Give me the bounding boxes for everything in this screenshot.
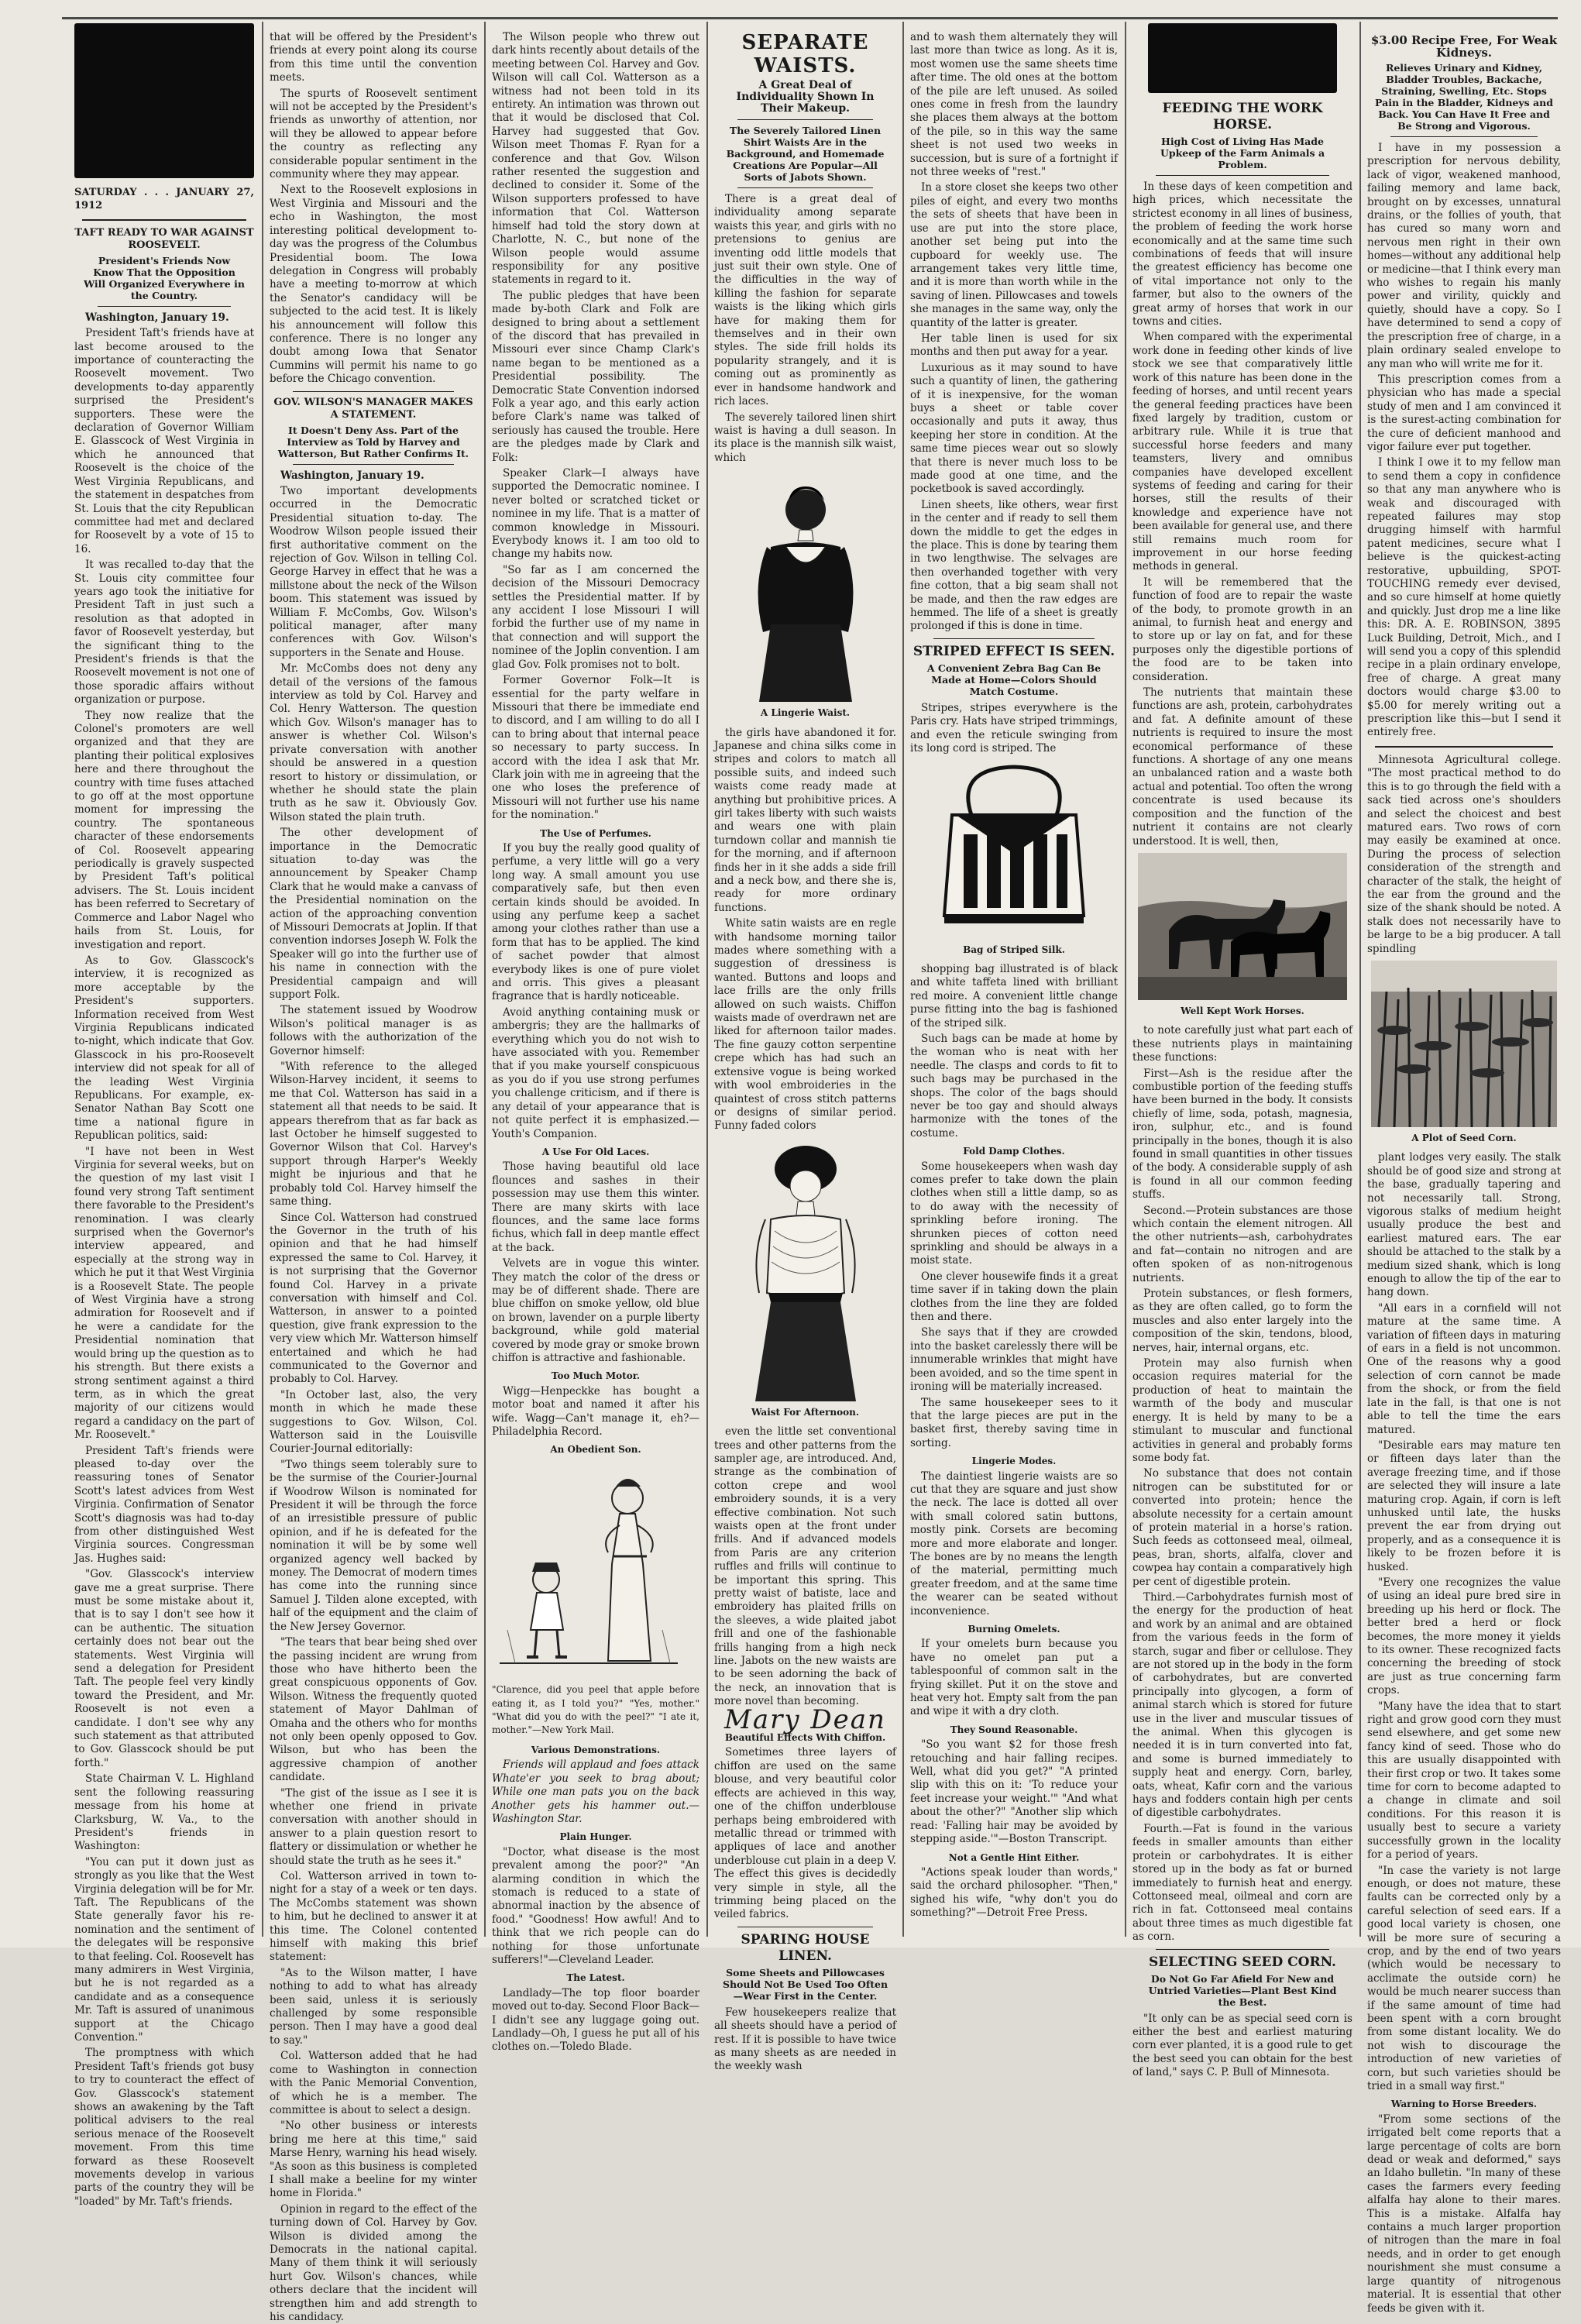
paragraph: Since Col. Watterson had construed the Governor in the truth of his opinion and that he had himself expressed the same to Col. Harvey, it is not surprising that the Governor found Col. Harvey in a private conversation with himself and Col. Watterson, in answer to a pointed question, give frank expression to the very view which Mr. Watterson himself entertained and which he had communicated to the Governor and probably to Col. Harvey.: [270, 1211, 477, 1386]
subheading: Warning to Horse Breeders.: [1390, 2099, 1538, 2110]
headline: FEEDING THE WORK HORSE.: [1162, 101, 1323, 132]
cartoon-caption: "Clarence, did you peel that apple before eating it, as I told you?" "Yes, mother." "What did you do with the peel?" "I ate it, mother."—New York Mail.: [492, 1684, 699, 1736]
figure-caption: Bag of Striped Silk.: [963, 944, 1065, 955]
divider: [98, 306, 231, 307]
paragraph: "The gist of the issue as I see it is whether one friend in private conversation with another should in answer to a plain question resort to flattery or dissimulation or whether he should state the truth as he sees it.": [270, 1786, 477, 1867]
paragraph: She says that if they are crowded into the basket carelessly there will be innumerable wrinkles that might have been avoided, and so the time spent in ironing will be materially increased.: [910, 1326, 1118, 1394]
ad-subheadline: Relieves Urinary and Kidney, Bladder Troubles, Backache, Straining, Swelling, Etc. Stops Pain in the Bladder, Kidneys and Back. You Can Have It Free and Be Strong and Vigorous.: [1375, 62, 1553, 132]
paragraph: "So you want $2 for those fresh retouching and hair falling recipes. Well, what did you get?" "A printed slip with this on it: 'To reduce your feet increase your weight.'" "And what about the other?" "Another slip which read: 'Falling hair may be avoided by stepping aside.'"—Boston Transcript.: [910, 1738, 1118, 1846]
subheading: The Use of Perfumes.: [540, 827, 651, 839]
striped-bag-illustration: [925, 761, 1103, 939]
paragraph: In a store closet she keeps two other piles of eight, and every two months the sets of sheets that have been in use are put into the store place, another set being put into the cupboard for weekly use. The arrangement takes very little time, and it is more than worth while in the saving of linen. Pillowcases and towels she manages in the same way, only the quantity of the latter is greater.: [910, 181, 1118, 329]
paragraph: Luxurious as it may sound to have such a quantity of linen, the gathering of it is inexpensive, for the woman buys a sheet or table cover occasionally and puts it away, thus keeping her store in condition. At the same time pieces wear out so slowly that there is never much loss to be made good at one time, and the pocketbook is saved accordingly.: [910, 361, 1118, 496]
column-4: [714, 31, 896, 2073]
headline: GOV. WILSON'S MANAGER MAKES A STATEMENT.: [273, 396, 473, 421]
subheading: Beautiful Effects With Chiffon.: [724, 1732, 886, 1744]
divider: [1156, 1949, 1329, 1950]
paragraph: There is a great deal of individuality among separate waists this year, and girls with no pretensions to genius are inventing odd little models that just suit their own style. One of the difficulties in the way of killing the fashion for separate waists is the liking which girls have for making them for themselves and in their own styles. The side frill holds its popularity strangely, and it is coming out as prominently as ever in handsome handwork and rich laces.: [714, 193, 896, 408]
paragraph: Third.—Carbohydrates furnish most of the energy for the production of heat and work by an animal and are obtained from the various feeds in the form of starch, sugar and fiber or cellulose. They are not stored up in the body in the form of carbohydrates, but are converted principally into glycogen, a form of animal starch which is stored for future use in the liver and muscular tissues of the animal. When this glycogen is needed it is in turn converted into fat, and some is burned immediately to supply heat and energy. Corn, barley, oats, wheat, Kafir corn and the various hays and fodders contain high per cents of digestible carbohydrates.: [1132, 1590, 1352, 1820]
subheadline: A Convenient Zebra Bag Can Be Made at Home—Colors Should Match Costume.: [926, 662, 1102, 697]
subheading: Too Much Motor.: [551, 1370, 641, 1382]
header-ink-blot: [1148, 23, 1337, 93]
divider: [737, 187, 873, 188]
subheadline: It Doesn't Deny Ass. Part of the Interview as Told by Harvey and Watterson, But Rather Confirms It.: [277, 424, 469, 459]
headline: SPARING HOUSE LINEN.: [741, 1931, 870, 1964]
headline: TAFT READY TO WAR AGAINST ROOSEVELT.: [74, 226, 254, 251]
paragraph: "Two things seem tolerably sure to be the surmise of the Courier-Journal if Woodrow Wilson is nominated for President it will be through the force of an irresistible pressure of public opinion, and if he is defeated for the nomination it will be by some well organized agency well backed by money. The Democrat of modern times has come into the running since Samuel J. Tilden alone excepted, with half of the equipment and the claim of the New Jersey Governor.: [270, 1458, 477, 1633]
headline: SELECTING SEED CORN.: [1149, 1954, 1336, 1970]
subheading: Lingerie Modes.: [971, 1456, 1057, 1467]
paragraph: If you buy the really good quality of perfume, a very little will go a very long way. A small amount you use comparatively safe, but then even certain kinds should be avoided. In using any perfume keep a sachet among your clothes rather than use a form that has to be applied. The kind of sachet powder that almost everybody likes is one of pure violet and orris. This gives a pleasant fragrance that is hardly noticeable.: [492, 841, 699, 1003]
paragraph: It was recalled to-day that the St. Louis city committee four years ago took the initiative for President Taft in just such a resolution as that adopted in favor of Roosevelt yesterday, but the significant thing to the President's friends is that the Roosevelt movement is not one of those sporadic affairs without organization or purpose.: [74, 559, 254, 706]
ad-headline: $3.00 Recipe Free, For Weak Kidneys.: [1370, 33, 1558, 60]
paragraph: Sometimes three layers of chiffon are used on the same blouse, and very beautiful color effects are achieved in this way, one of the chiffon underblouse perhaps being embroidered with metallic thread or trimmed with appliques of lace and another underblouse cut plain in a deep V. The effect this gives is decidedly very simple in style, all the trimming being placed on the veiled fabrics.: [714, 1746, 896, 1921]
paragraph: As to Gov. Glasscock's interview, it is recognized as more acceptable by the President's supporters. Information received from West Virginia Republicans indicated to-night, which indicate that Gov. Glasscock in his pro-Roosevelt interview did not speak for all of the leading West Virginia Republicans. For example, ex-Senator Nathan Bay Scott one time a national figure in Republican politics, said:: [74, 954, 254, 1143]
paragraph: The statement issued by Woodrow Wilson's political manager is as follows with the authorization of the Governor himself:: [270, 1004, 477, 1057]
subheading: Various Demonstrations.: [531, 1744, 661, 1755]
dateline: Washington, January 19.: [280, 469, 424, 482]
divider: [293, 464, 454, 465]
paragraph: "So far as I am concerned the decision of the Missouri Democracy settles the Presidential matter. If by any accident I lose Missouri I will forbid the further use of my name in that connection and will support the nominee of the Joplin convention. I am glad Gov. Folk promises not to bolt.: [492, 563, 699, 671]
column-2: [270, 31, 477, 2323]
column-5: [910, 31, 1118, 1932]
paragraph: "From some sections of the irrigated belt come reports that a large percentage of colts are born dead or weak and deformed," says an Idaho bulletin. "In many of these cases the farmers every feeding alfalfa hay alone to their mares. This is a mistake. Alfalfa hay contains a much larger proportion of nitrogen than the mare in foal needs, and in order to get enough nourishment she must consume a large quantity of nitrogenous material. It is essential that other feeds be given with it.: [1367, 2113, 1561, 2315]
column-rule: [484, 22, 486, 1937]
divider: [293, 391, 454, 392]
paragraph: "As to the Wilson matter, I have nothing to add to what has already been said, unless it is seriously challenged by some responsible person. Then I may have a good deal to say.": [270, 1966, 477, 2047]
paragraph: "Desirable ears may mature ten or fifteen days later than the average freezing time, and if those are selected they will insure a late maturing crop. Again, if corn is left unhusked until late, the husks prevent the ear from drying out properly, and as a consequence it is likely to be frozen before it is husked.: [1367, 1439, 1561, 1573]
paragraph: Avoid anything containing musk or ambergris; they are the hallmarks of everything which you do not wish to have associated with you. Remember that if you make yourself conspicuous as you do if you use strong perfumes you challenge criticism, and if there is any detail of your appearance that is not quite perfect it is emphasized.—Youth's Companion.: [492, 1006, 699, 1140]
paragraph: They now realize that the Colonel's promoters are well organized and that they are planting their political explosives here and there throughout the country with time fuses attached to go off at the most opportune moment for impressing the country. The spontaneous character of these endorsements of Col. Roosevelt appearing periodically is gravely suspected by President Taft's political advisers. The St. Louis incident has been referred to Secretary of Commerce and Labor Nagel who hails from St. Louis, for investigation and report.: [74, 709, 254, 951]
paragraph: Her table linen is used for six months and then put away for a year.: [910, 332, 1118, 359]
paragraph: This prescription comes from a physician who has made a special study of men and I am convinced it is the surest-acting combination for the cure of deficient manhood and vigor failure ever put together.: [1367, 373, 1561, 453]
paragraph: "In case the variety is not large enough, or does not mature, these faults can be corrected only by a careful selection of seed ears. If a good local variety is chosen, one will be more sure of securing a crop, and by the end of two years (which would be necessary to acclimate the outside corn) he would be much nearer success than if the same amount of time had been spent with a corn brought from some distant locality. We do not wish to discourage the introduction of new varieties of corn, but such varieties should be tried in a small way first.": [1367, 1864, 1561, 2092]
paragraph: Stripes, stripes everywhere is the Paris cry. Hats have striped trimmings, and even the reticule swinging from its long cord is striped. The: [910, 701, 1118, 755]
paragraph: Fourth.—Fat is found in the various feeds in smaller amounts than either protein or carbohydrates. It is either stored up in the body as fat or burned immediately to furnish heat and energy. Cottonseed meal, oilmeal and corn are rich in fat. Cottonseed meal contains about three times as much digestible fat as corn.: [1132, 1822, 1352, 1944]
paragraph: The severely tailored linen shirt waist is having a dull season. In its place is the mannish silk waist, which: [714, 411, 896, 464]
paragraph: The promptness with which President Taft's friends got busy to try to counteract the effect of Gov. Glasscock's statement shows an awakening by the Taft political advisers to the real serious menace of the Roosevelt movement. From this time forward as these Roosevelt movements develop in various parts of the country they will be "loaded" by Mr. Taft's friends.: [74, 2047, 254, 2208]
paragraph: The public pledges that have been made by-both Clark and Folk are designed to bring about a settlement of the discord that has prevailed in Missouri ever since Champ Clark's name began to be mentioned as a Presidential possibility. The Democratic State Convention indorsed Folk a year ago, and this early action before Clark's name was talked of seriously has caused the trouble. Here are the pledges made by Clark and Folk:: [492, 289, 699, 464]
paragraph: "Many have the idea that to start right and grow good corn they must send elsewhere, and get some new fancy kind of seed. Those who do this are usually disappointed with their first crop or two. It takes some time for corn to become adapted to a change in climate and soil conditions. For this reason it is usually best to secure a variety successfully grown in the locality for a period of years.: [1367, 1700, 1561, 1862]
paragraph: "No other business or interests bring me here at this time," said Marse Henry, warning his head wisely. "As soon as this business is completed I shall make a beeline for my winter home in Florida.": [270, 2119, 477, 2200]
paragraph: "Actions speak louder than words," said the orchard philosopher. "Then," sighed his wife, "why don't you do something?"—Detroit Free Press.: [910, 1865, 1118, 1920]
figure-caption: A Lingerie Waist.: [760, 707, 851, 719]
paragraph: Protein may also furnish when occasion requires material for the production of heat to maintain the warmth of the body and muscular energy. It is held by many to be a stimulant to muscular and functional activities in general and probably forms some body fat.: [1132, 1357, 1352, 1464]
figure-caption: Well Kept Work Horses.: [1181, 1005, 1304, 1016]
paragraph: First—Ash is the residue after the combustible portion of the feeding stuffs have been burned in the body. It consists chiefly of lime, soda, potash, magnesia, iron, sulphur, etc., and is found principally in the bones, though it is also found in small quantities in other tissues of the body. A considerable supply of ash is found in all our common feeding stuffs.: [1132, 1067, 1352, 1202]
column-rule: [1125, 22, 1126, 1937]
paragraph: Next to the Roosevelt explosions in West Virginia and Missouri and the echo in Washington, the most interesting political development to-day was the progress of the Columbus Presidential boom. The Iowa delegation in Congress will probably have a meeting to-morrow at which the Senator's candidacy will be subjected to the acid test. It is likely his announcement will follow this conference. There is no longer any doubt among Iowa that Senator Cummins will permit his name to go before the Chicago convention.: [270, 184, 477, 386]
paragraph: The other development of importance in the Democratic situation to-day was the announcement by Speaker Champ Clark that he would make a canvass of the Presidential nomination on the action of the approaching convention of Missouri Democrats at Joplin. If that convention indorses Joseph W. Folk the Speaker will go into the further use of his name in connection with the Presidential campaign and will support Folk.: [270, 827, 477, 1001]
paragraph: "You can put it down just as strongly as you like that the West Virginia delegation will be for Mr. Taft. The Republicans of the State generally favor his re-nomination and the sentiment of the delegates will be responsive to that feeling. Col. Roosevelt has many admirers in West Virginia, but he is not regarded as a candidate and as a consequence Mr. Taft is assured of unanimous support at the Chicago Convention.": [74, 1855, 254, 2044]
subheadline: The Severely Tailored Linen Shirt Waists Are in the Background, and Homemade Creations Are Popular—All Sorts of Jabots Shown.: [726, 125, 885, 183]
subheading: Plain Hunger.: [559, 1831, 632, 1843]
paragraph: shopping bag illustrated is of black and white taffeta lined with brilliant red moire. A convenient little change purse fitting into the bag is fashioned of the striped silk.: [910, 962, 1118, 1030]
column-1: [74, 31, 254, 2208]
headline: STRIPED EFFECT IS SEEN.: [913, 643, 1115, 659]
paragraph: and to wash them alternately they will last more than twice as long. As it is, most women use the same sheets time after time. The old ones at the bottom of the pile are left unused. As soiled ones come in fresh from the laundry she places them always at the bottom of the pile, so in this way the same sheet is not used two weeks in succession, but is sure of a fortnight if not three weeks of "rest.": [910, 31, 1118, 179]
author-signature: Mary Dean: [724, 1703, 886, 1735]
column-rule: [262, 22, 263, 1937]
paragraph: The daintiest lingerie waists are so cut that they are square and just show the neck. The lace is dotted all over with small colored satin buttons, mostly pink. Corsets are becoming more and more elaborate and longer. The bones are by no means the length of the material, permitting much greater freedom, and at the same time the wearer can be seated without inconvenience.: [910, 1470, 1118, 1618]
paragraph: The same housekeeper sees to it that the large pieces are put in the basket first, thereby saving time in sorting.: [910, 1396, 1118, 1449]
paragraph: In these days of keen competition and high prices, which necessitate the strictest economy in all lines of business, the problem of feeding the work horse economically and at the same time such combinations of feeds that will insure the greatest efficiency has become one of vital importance not only to the farmer, but also to the owners of the great army of horses that work in our towns and cities.: [1132, 180, 1352, 328]
paragraph: "I have not been in West Virginia for several weeks, but on the question of my last visit I found very strong Taft sentiment there favorable to the President's renomination. I was clearly surprised when the Governor's interview appeared, and especially at the strong way in which he put it that West Virginia is a Roosevelt State. The people of West Virginia have a strong admiration for Roosevelt and if he were a candidate for the Presidential nomination that would bring up the question as to his strength. But there exists a strong sentiment against a third term, as in which the great majority of our citizens would regard a candidacy on the part of Mr. Roosevelt.": [74, 1145, 254, 1442]
figure-caption: Waist For Afternoon.: [751, 1406, 859, 1418]
paragraph: "Gov. Glasscock's interview gave me a great surprise. There must be some mistake about it, that is to say I don't see how it can be authentic. The situation certainly does not bear out the statements. West Virginia will send a delegation for President Taft. The people feel very kindly toward the President, and Mr. Roosevelt is not even a candidate. I don't see why any such statement as that attributed to Gov. Glasscock should be put forth.": [74, 1568, 254, 1769]
paragraph: Protein substances, or flesh formers, as they are often called, go to form the muscles and also enter largely into the composition of the skin, tendons, blood, nerves, hair, internal organs, etc.: [1132, 1287, 1352, 1354]
paragraph: President Taft's friends were pleased to-day over the reassuring tones of Senator Scott's latest advices from West Virginia. Confirmation of Senator Scott's diagnosis was had to-day from other distinguished West Virginia sources. Congressman Jas. Hughes said:: [74, 1444, 254, 1565]
afternoon-waist-illustration: [728, 1138, 883, 1401]
paragraph: President Taft's friends have at last become aroused to the importance of counteracting the Roosevelt movement. Two developments to-day apparently surprised the President's supporters. These were the declaration of Governor William E. Glasscock of West Virginia in which he announced that Roosevelt is the choice of the West Virginia Republicans, and the statement in despatches from St. Louis that the city Republican committee had met and declared for Roosevelt by a vote of 15 to 16.: [74, 327, 254, 555]
paragraph: Second.—Protein substances are those which contain the element nitrogen. All the other nutrients—ash, carbohydrates and fat—contain no nitrogen and are often spoken of as non-nitrogenous nutrients.: [1132, 1204, 1352, 1284]
paragraph: No substance that does not contain nitrogen can be substituted for or converted into protein; hence the absolute necessity for a certain amount of protein material in a horse's ration. Such feeds as cottonseed meal, oilmeal, peas, bran, shorts, alfalfa, clover and cowpea hay contain a comparatively high per cent of digestible protein.: [1132, 1467, 1353, 1588]
divider: [737, 119, 873, 120]
paragraph: Linen sheets, like others, wear first in the center and if ready to sell them down the middle to get the edges in the place. This is done by tearing them in two lengthwise. The selvages are then overhanded together with very fine cotton, that a big seam shall not be made, and then the raw edges are hemmed. The life of a sheet is greatly prolonged if this is done in time.: [910, 498, 1118, 633]
subheadline: Do Not Go Far Afield For New and Untried Varieties—Plant Best Kind the Best.: [1148, 1972, 1337, 2008]
poem: Friends will applaud and foes attack Whate'er you seek to brag about; While one man pats you on the back Another gets his hammer out.—Washington Star.: [492, 1758, 699, 1825]
subheading: They Sound Reasonable.: [950, 1724, 1078, 1735]
paragraph: The nutrients that maintain these functions are ash, protein, carbohydrates and fat. A definite amount of these nutrients is required to insure the most economical performance of these functions. A shortage of any one means an unbalanced ration and a waste both actual and potential. Too often the wrong concentrate is used because its composition and the function of the nutrient it contains are not clearly understood. It is well, then,: [1132, 686, 1352, 847]
paragraph: Few housekeepers realize that all sheets should have a period of rest. If it is possible to have twice as many sheets as are needed in the weekly wash: [714, 2006, 896, 2073]
column-rule: [706, 22, 708, 1937]
top-rule: [62, 17, 1558, 19]
paragraph: One clever housewife finds it a great time saver if in taking down the plain clothes from the line they are folded then and there.: [910, 1270, 1118, 1324]
subheading: The Latest.: [566, 1972, 625, 1984]
subheading: Fold Damp Clothes.: [963, 1146, 1065, 1157]
divider: [1375, 746, 1553, 748]
column-rule: [902, 22, 904, 1937]
paragraph: "With reference to the alleged Wilson-Harvey incident, it seems to me that Col. Watterson has said in a statement all that needs to be said. It appears therefrom that as far back as last October he himself suggested to Governor Wilson that Col. Harvey's support through Harper's Weekly might be injurious and that he probably told Col. Harvey himself the same thing.: [270, 1061, 477, 1208]
subheadline: High Cost of Living Has Made Upkeep of the Farm Animals a Problem.: [1160, 136, 1325, 170]
paragraph: I think I owe it to my fellow man to send them a copy in confidence so that any man anywhere who is weak and discouraged with repeated failures may stop drugging himself with harmful patent medicines, secure what I believe is the quickest-acting restorative, upbuilding, SPOT-TOUCHING remedy ever devised, and so cure himself at home quietly and quickly. Just drop me a line like this: DR. A. E. ROBINSON, 3895 Luck Building, Detroit, Mich., and I will send you a copy of this splendid recipe in a plain ordinary envelope, free of charge. A great many doctors would charge $3.00 to $5.00 for merely writing out a prescription like this—but I send it entirely free.: [1367, 456, 1561, 739]
masthead-ink-blot: [74, 23, 254, 178]
paragraph: the girls have abandoned it for. Japanese and china silks come in stripes and colors to match all possible suits, and indeed such waists come ready made at anything but prohibitive prices. A girl takes liberty with such waists and wears one with plain turndown collar and mannish tie for the morning, and if afternoon finds her in it she adds a side frill and a neck bow, and there she is, ready for more ordinary functions.: [714, 726, 896, 914]
subheading: A Use For Old Laces.: [541, 1146, 650, 1157]
paragraph: Some housekeepers when wash day comes prefer to take down the plain clothes when still a little damp, so as to do away with the necessity of sprinkling before ironing. The shrunken pieces of cotton need sprinkling and should be always in a moist state.: [910, 1160, 1118, 1267]
divider: [933, 638, 1095, 639]
paragraph: State Chairman V. L. Highland sent the following reassuring message from his home at Clarksburg, W. Va., to the President's friends in Washington:: [74, 1772, 254, 1853]
divider: [1156, 175, 1329, 176]
paragraph: Minnesota Agricultural college. "The most practical method to do this is to go through the field with a sack tied across one's shoulders and select the choicest and best matured ears. Two rows of corn may easily be examined at once. During the process of selection consideration of the strength and character of the stalk, the height of the ear from the ground and the size of the shank should be noted. A stalk does not necessarily have to be large to be a big producer. A tall spindling: [1367, 753, 1561, 955]
paragraph: Landlady—The top floor boarder moved out to-day. Second Floor Back—I didn't see any luggage going out. Landlady—Oh, I guess he put all of his clothes on.—Toledo Blade.: [492, 1986, 699, 2054]
column-6: [1132, 31, 1353, 2079]
subheadline: A Great Deal of Individuality Shown In Their Makeup.: [736, 79, 875, 115]
paragraph: Col. Watterson added that he had come to Washington in connection with the Panic Memorial Convention, of which he is a member. The committee is about to select a design.: [270, 2050, 477, 2116]
paragraph: The Wilson people who threw out dark hints recently about details of the meeting between Col. Harvey and Gov. Wilson will call Col. Watterson as a witness had not been told in its entirety. An intimation was thrown out that it would be disclosed that Col. Harvey had suggested that Gov. Wilson meet Thomas F. Ryan for a conference and that Gov. Wilson rather resented the suggestion and declined to consider it. Some of the Wilson supporters professed to have information that Col. Watterson himself had told the story down at Charlotte, N. C., but none of the Wilson people would assume responsibility for any positive statements in regard to it.: [492, 31, 699, 287]
paragraph: "All ears in a cornfield will not mature at the same time. A variation of fifteen days in maturing of ears in a field is not uncommon. One of the reasons why a good selection of corn cannot be made from the shock, or from the field late in the fall, is that one is not able to tell the time the ears matured.: [1367, 1301, 1561, 1436]
divider: [82, 219, 246, 221]
paragraph: "The tears that bear being shed over the passing incident are wrung from those who have hitherto been the great conspicuous opponents of Gov. Wilson. Witness the frequently quoted statement of Mayor Dahlman of Omaha and the others who for months not only been openly opposed to Gov. Wilson, but who has been the aggressive champion of another candidate.: [270, 1636, 477, 1784]
paragraph: that will be offered by the President's friends at every point along its course from this time until the convention meets.: [270, 31, 477, 84]
cartoon-mother-and-son: [492, 1463, 686, 1673]
paragraph: Those having beautiful old lace flounces and sashes in their possession may use them this winter. There are many skirts with lace flounces, and the same lace forms fichus, which fall in deep mantle effect at the back.: [492, 1160, 699, 1254]
paragraph: plant lodges very easily. The stalk should be of good size and strong at the base, gradually tapering and not necessarily tall. Strong, vigorous stalks of medium height usually produce the best and earliest matured ears. The ear should be attached to the stalk by a medium sized shank, which is long enough to allow the tip of the ear to hang down.: [1367, 1151, 1561, 1299]
paragraph: "In October last, also, the very month in which he made these suggestions to Gov. Wilson, Col. Watterson said in the Louisville Courier-Journal editorially:: [270, 1388, 477, 1456]
paragraph: "It only can be as special seed corn is either the best and earliest maturing corn ever planted, it is a good rule to get the best seed you can obtain for the best of land," says C. P. Bull of Minnesota.: [1132, 2012, 1352, 2079]
paragraph: The spurts of Roosevelt sentiment will not be accepted by the President's friends as unworthy of attention, nor will they be allowed to appear before the country as reflecting any considerable popular sentiment in the community where they may appear.: [270, 87, 477, 181]
paragraph: Two important developments occurred in the Democratic Presidential situation to-day. The Woodrow Wilson people issued their first authoritative comment on the rejection of Gov. Wilson in telling Col. George Harvey in effect that he was a millstone about the neck of the Wilson boom. This statement was issued by William F. McCombs, Gov. Wilson's political manager, after many conferences with Gov. Wilson's supporters in the Senate and House.: [270, 484, 477, 659]
paragraph: Col. Watterson arrived in town to-night for a stay of a week or ten days. The McCombs statement was shown to him, but he declined to answer it at this time. The Colonel contented himself with making this brief statement:: [270, 1870, 477, 1964]
paragraph: Speaker Clark—I always have supported the Democratic nominee. I never bolted or scratched ticket or nominee in my life. That is a matter of common knowledge in Missouri. Everybody knows it. I am too old to change my habits now.: [492, 467, 699, 561]
headline: SEPARATE WAISTS.: [741, 31, 869, 77]
paragraph: Mr. McCombs does not deny any detail of the versions of the famous interview as told by Col. Harvey and Col. Henry Watterson. The question which Gov. Wilson's manager has to answer is whether Col. Wilson's private conversation with another should be answered in a question resort to history or dissimulation, or whether he should state the plain truth as he saw it. Obviously Gov. Wilson stated the plain truth.: [270, 662, 477, 823]
divider: [1390, 136, 1538, 137]
paragraph: "Doctor, what disease is the most prevalent among the poor?" "An alarming condition in which the stomach is reduced to a state of abnormal inaction by the absence of food." "Goodness! How awful! And to think that we rich people can do nothing for those unfortunate sufferers!"—Cleveland Leader.: [492, 1845, 699, 1966]
column-rule: [1359, 22, 1361, 1937]
paragraph: Opinion in regard to the effect of the turning down of Col. Harvey by Gov. Wilson is divided among the Democrats in the national capital. Many of them think it will seriously hurt Gov. Wilson's chances, while others declare that the incident will strengthen him and add strength to his candidacy.: [270, 2202, 477, 2323]
paragraph: It will be remembered that the function of food are to repair the waste of the body, to promote growth in an animal, to furnish heat and energy and to store up or lay on fat, and for these purposes only the digestible portions of the food are to be taken into consideration.: [1132, 576, 1352, 683]
lingerie-waist-illustration: [728, 469, 883, 702]
subheadline: President's Friends Now Know That the Opposition Will Organized Everywhere in the Country.: [84, 254, 245, 301]
subheading: Burning Omelets.: [968, 1624, 1060, 1635]
column-3: [492, 31, 699, 2054]
paragraph: If your omelets burn because you have no omelet pan put a tablespoonful of common salt in the frying skillet. Put it on the stove and heat very hot. Empty salt from the pan and wipe it with a dry cloth.: [910, 1638, 1118, 1718]
paragraph: to note carefully just what part each of these nutrients plays in maintaining these functions:: [1132, 1024, 1352, 1064]
dateline: Washington, January 19.: [85, 311, 229, 324]
subheading: Not a Gentle Hint Either.: [948, 1851, 1080, 1863]
subheadline: Some Sheets and Pillowcases Should Not Be Used Too Often—Wear First in the Center.: [722, 1966, 888, 2002]
paragraph: I have in my possession a prescription for nervous debility, lack of vigor, weakened manhood, failing memory and lame back, brought on by excesses, unnatural drains, or the follies of youth, that has cured so many worn and nervous men right in their own homes—without any additional help or medicine—that I think every man who wishes to regain his manly power and virility, quickly and quietly, should have a copy. So I have determined to send a copy of the prescription free of charge, in a plain ordinary sealed envelope to any man who will write me for it.: [1367, 142, 1561, 370]
work-horses-photo: [1138, 853, 1347, 1000]
paragraph: Former Governor Folk—It is essential for the party welfare in Missouri that there be immediate end to discord, and I am willing to do all I can to bring about that internal peace so necessary to party success. In accord with the idea I ask that Mr. Clark join with me in agreeing that the one who loses the preference of Missouri will not further use his name for the nomination.": [492, 674, 699, 822]
seed-corn-plot-photo: [1371, 961, 1557, 1127]
edition-line: SATURDAY . . . JANUARY 27, 1912: [74, 187, 254, 212]
paragraph: White satin waists are en regle with handsome morning tailor mades where something with a suggestion of dressiness is wanted. Buttons and loops and lace frills are the only frills allowed on such waists. Chiffon waists made of overdrawn net are liked for afternoon tailor mades. The fine gauzy cotton serpentine crepe which has had such an extensive vogue is being worked with wool embroideries in the quaintest of cross stitch patterns or designs of similar period. Funny faded colors: [714, 917, 896, 1133]
paragraph: When compared with the experimental work done in feeding other kinds of live stock we see that comparatively little work of this nature has been done in the feeding of horses, and until recent years the general feeding practices have been fixed largely by tradition, custom or arbitrary rule. While it is true that successful horse feeders and many teamsters, livery and omnibus companies have developed excellent systems of feeding and caring for their horses, still the results of their knowledge and experience have not been available for general use, and there still remains much room for improvement in our horse feeding methods in general.: [1132, 331, 1352, 573]
paragraph: "Every one recognizes the value of using an ideal pure bred sire in breeding up his herd or flock. The better bred a herd or flock becomes, the more money it yields to its owner. These recognized facts concerning the breeding of stock are just as true concerning farm crops.: [1367, 1576, 1561, 1697]
paragraph: Wigg—Henpeckke has bought a motor boat and named it after his wife. Wagg—Can't manage it, eh?—Philadelphia Record.: [492, 1384, 699, 1439]
paragraph: Such bags can be made at home by the woman who is neat with her needle. The clasps and cords to fit to such bags may be purchased in the shops. The color of the bags should never be too gay and should always harmonize with the tones of the costume.: [910, 1032, 1118, 1140]
paragraph: even the little set conventional trees and other patterns from the sampler age, are introduced. And, strange as the combination of cotton crepe and wool embroidery sounds, it is a very effective combination. Not such waists open at the front under frills. And if advanced models from Paris are any criterion ruffles and frills will continue to be important this spring. This pretty waist of batiste, lace and embroidery has plaited frills on the sleeves, a wide plaited jabot frill and one of the fashionable frills hanging from a high neck line. Jabots on the new waists are to be seen adorning the back of the neck, an innovation that is more novel than becoming.: [714, 1425, 896, 1708]
column-7: [1367, 31, 1561, 2315]
figure-caption: A Plot of Seed Corn.: [1411, 1132, 1517, 1143]
paragraph: Velvets are in vogue this winter. They match the color of the dress or may be of different shade. There are blue chiffon on smoke yellow, old blue on brown, lavender on a purple liberty background, while gold material covered by mode gray or smoke brown chiffon is attractive and fashionable.: [492, 1257, 699, 1364]
subheading: An Obedient Son.: [550, 1444, 641, 1456]
